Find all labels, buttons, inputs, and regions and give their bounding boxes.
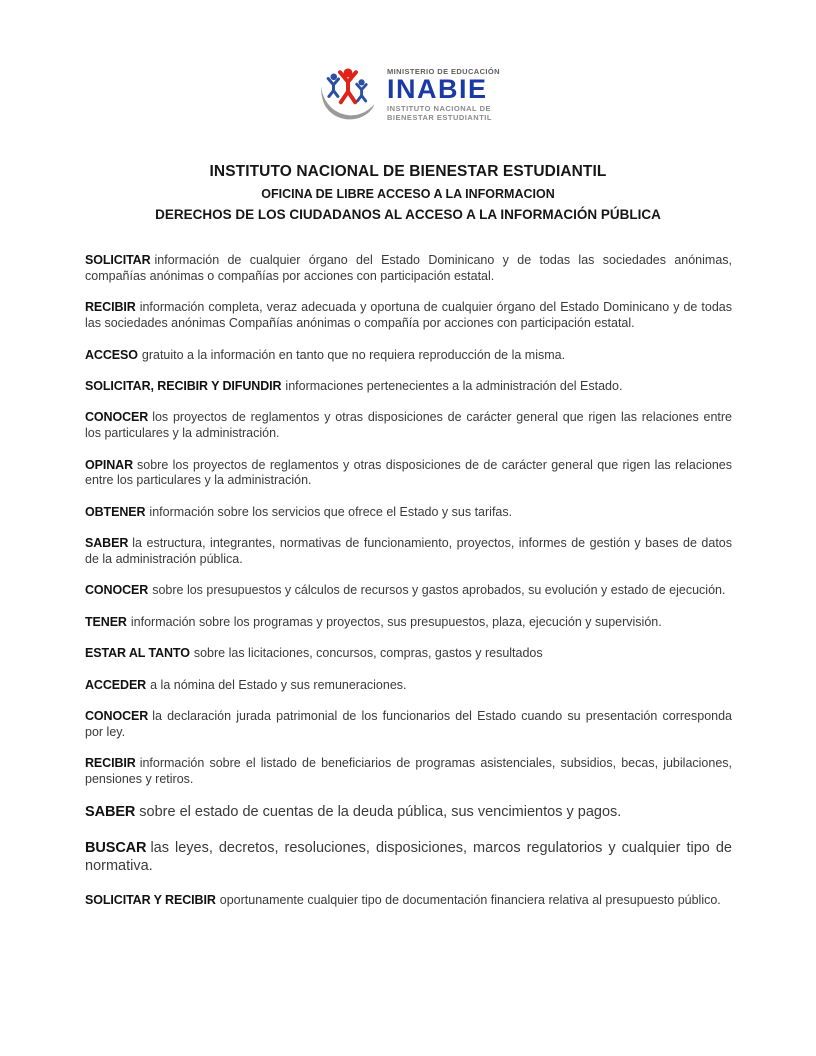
right-lead: SABER [85, 536, 129, 551]
right-lead: ESTAR AL TANTO [85, 646, 190, 661]
right-item [85, 536, 732, 568]
right-item [85, 756, 732, 788]
document-subtitle-office: OFICINA DE LIBRE ACCESO A LA INFORMACION [261, 187, 555, 201]
right-item [85, 615, 732, 631]
right-lead: SOLICITAR Y RECIBIR [85, 892, 216, 907]
right-text: gratuito a la información en tanto que no requiera reproducción de la misma. [141, 347, 566, 362]
right-item [85, 505, 732, 521]
right-lead: RECIBIR [85, 300, 136, 315]
right-lead: CONOCER [85, 410, 149, 425]
right-lead: OBTENER [85, 504, 146, 519]
right-lead: CONOCER [85, 583, 149, 598]
right-text: sobre las licitaciones, concursos, compras, gastos y resultados [193, 646, 543, 661]
logo-subtitle-line1: INSTITUTO NACIONAL DE [387, 104, 491, 114]
right-item [85, 803, 732, 821]
right-lead: TENER [85, 614, 127, 629]
right-text: información sobre el listado de beneficiarios de programas asistenciales, subsidios, becas, jubilaciones, pensiones y retiros. [85, 756, 732, 786]
right-lead: SOLICITAR, RECIBIR Y DIFUNDIR [85, 378, 282, 393]
right-lead: ACCESO [85, 347, 138, 362]
right-text: la estructura, integrantes, normativas de funcionamiento, proyectos, informes de gestión y bases de datos de la administración pública. [85, 536, 732, 566]
inabie-logo [0, 64, 816, 126]
document-title: INSTITUTO NACIONAL DE BIENESTAR ESTUDIANTIL [209, 163, 607, 180]
right-text: sobre los proyectos de reglamentos y otras disposiciones de de carácter general que rigen las relaciones entre los particulares y la administración. [85, 457, 732, 488]
right-item [85, 253, 732, 285]
right-lead: RECIBIR [85, 756, 136, 771]
document-subtitle-rights: DERECHOS DE LOS CIUDADANOS AL ACCESO A LA INFORMACIÓN PÚBLICA [155, 207, 661, 222]
right-text: información sobre los servicios que ofrece el Estado y sus tarifas. [149, 504, 513, 519]
right-text: a la nómina del Estado y sus remuneraciones. [150, 677, 407, 692]
right-text: los proyectos de reglamentos y otras disposiciones de carácter general que rigen las relaciones entre los particulares y la administración. [85, 410, 732, 441]
inabie-figures-icon [316, 64, 380, 126]
right-item [85, 458, 732, 490]
right-lead: ACCEDER [85, 677, 147, 692]
right-text: oportunamente cualquier tipo de documentación financiera relativa al presupuesto público. [219, 892, 721, 907]
right-item [85, 839, 732, 876]
logo-acronym-label: INABIE [387, 74, 488, 105]
right-item [85, 893, 732, 909]
right-lead: SOLICITAR [85, 253, 151, 267]
right-item [85, 646, 732, 662]
right-lead: SABER [85, 804, 136, 821]
right-item [85, 348, 732, 364]
inabie-logo-text [387, 68, 500, 122]
right-text: sobre el estado de cuentas de la deuda pública, sus vencimientos y pagos. [139, 804, 622, 821]
right-text: la declaración jurada patrimonial de los funcionarios del Estado cuando su presentación corresponda por ley. [85, 708, 732, 739]
right-item [85, 379, 732, 395]
right-lead: BUSCAR [85, 839, 147, 856]
right-text: información sobre los programas y proyectos, sus presupuestos, plaza, ejecución y supervisión. [130, 614, 662, 629]
right-text: información de cualquier órgano del Estado Dominicano y de todas las sociedades anónimas, compañías anónimas o compañías por acciones con participación estatal. [85, 253, 732, 283]
right-text: sobre los presupuestos y cálculos de recursos y gastos aprobados, su evolución y estado de ejecución. [152, 583, 726, 598]
right-item [85, 678, 732, 694]
right-lead: CONOCER [85, 708, 149, 723]
right-item [85, 709, 732, 741]
rights-list [85, 253, 732, 924]
right-text: informaciones pertenecientes a la administración del Estado. [285, 378, 623, 393]
logo-ministry-label: MINISTERIO DE EDUCACIÓN [387, 67, 500, 77]
right-lead: OPINAR [85, 457, 134, 472]
right-text: las leyes, decretos, resoluciones, disposiciones, marcos regulatorios y cualquier tipo de normativa. [85, 839, 732, 875]
logo-subtitle-line2: BIENESTAR ESTUDIANTIL [387, 112, 492, 122]
right-text: información completa, veraz adecuada y oportuna de cualquier órgano del Estado Dominicano y de todas las sociedades anónimas Compañías anónimas o compañía por acciones con participación estatal. [85, 300, 732, 331]
right-item [85, 583, 732, 599]
right-item [85, 300, 732, 332]
document-title-block [0, 163, 816, 222]
right-item [85, 410, 732, 442]
inabie-logo-inner [316, 64, 500, 126]
